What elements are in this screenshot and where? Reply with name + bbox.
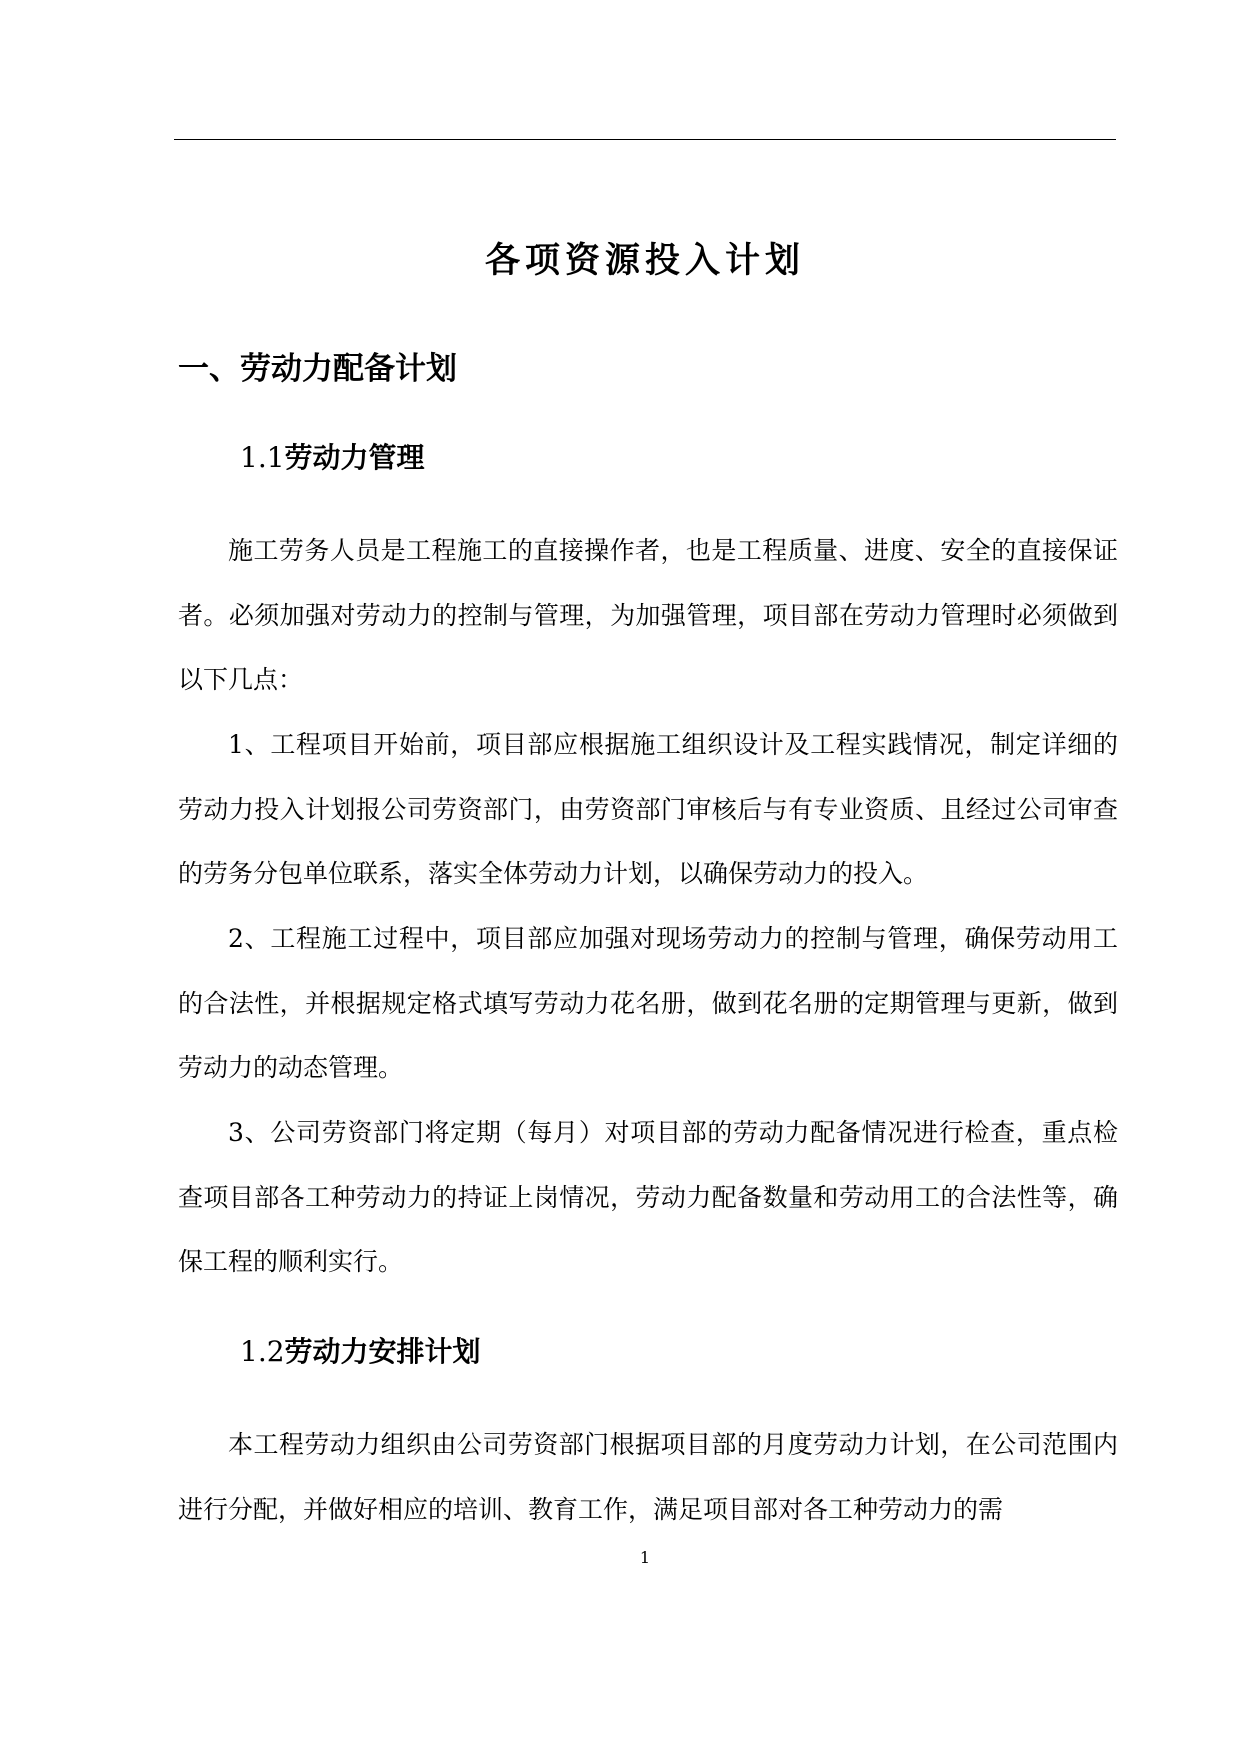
paragraph-item-2: 2、工程施工过程中，项目部应加强对现场劳动力的控制与管理，确保劳动用工的合法性，并根据规定格式填写劳动力花名册，做到花名册的定期管理与更新，做到劳动力的动态管理。 (178, 924, 1118, 1082)
subsection-number: 1.1 (240, 441, 285, 474)
header-rule (174, 139, 1116, 140)
subsection-title: 劳动力管理 (284, 441, 425, 474)
page-number: 1 (639, 1548, 651, 1567)
paragraph-labor-arrangement: 本工程劳动力组织由公司劳资部门根据项目部的月度劳动力计划，在公司范围内进行分配，并做好相应的培训、教育工作，满足项目部对各工种劳动力的需 (178, 1430, 1118, 1524)
section-heading-labor-plan: 一、劳动力配备计划 (178, 351, 457, 387)
subsection-heading-1-2 (240, 1332, 481, 1372)
subsection-title: 劳动力安排计划 (284, 1335, 481, 1368)
paragraph-item-3: 3、公司劳资部门将定期（每月）对项目部的劳动力配备情况进行检查，重点检查项目部各工种劳动力的持证上岗情况，劳动力配备数量和劳动用工的合法性等，确保工程的顺利实行。 (178, 1118, 1118, 1276)
paragraph-intro: 施工劳务人员是工程施工的直接操作者，也是工程质量、进度、安全的直接保证者。必须加强对劳动力的控制与管理，为加强管理，项目部在劳动力管理时必须做到以下几点： (178, 536, 1118, 694)
subsection-number: 1.2 (240, 1335, 285, 1368)
page-title: 各项资源投入计划 (484, 241, 805, 281)
paragraph-item-1: 1、工程项目开始前，项目部应根据施工组织设计及工程实践情况，制定详细的劳动力投入计划报公司劳资部门，由劳资部门审核后与有专业资质、且经过公司审查的劳务分包单位联系，落实全体劳动力计划，以确保劳动力的投入。 (178, 730, 1118, 888)
subsection-heading-1-1 (240, 438, 425, 478)
